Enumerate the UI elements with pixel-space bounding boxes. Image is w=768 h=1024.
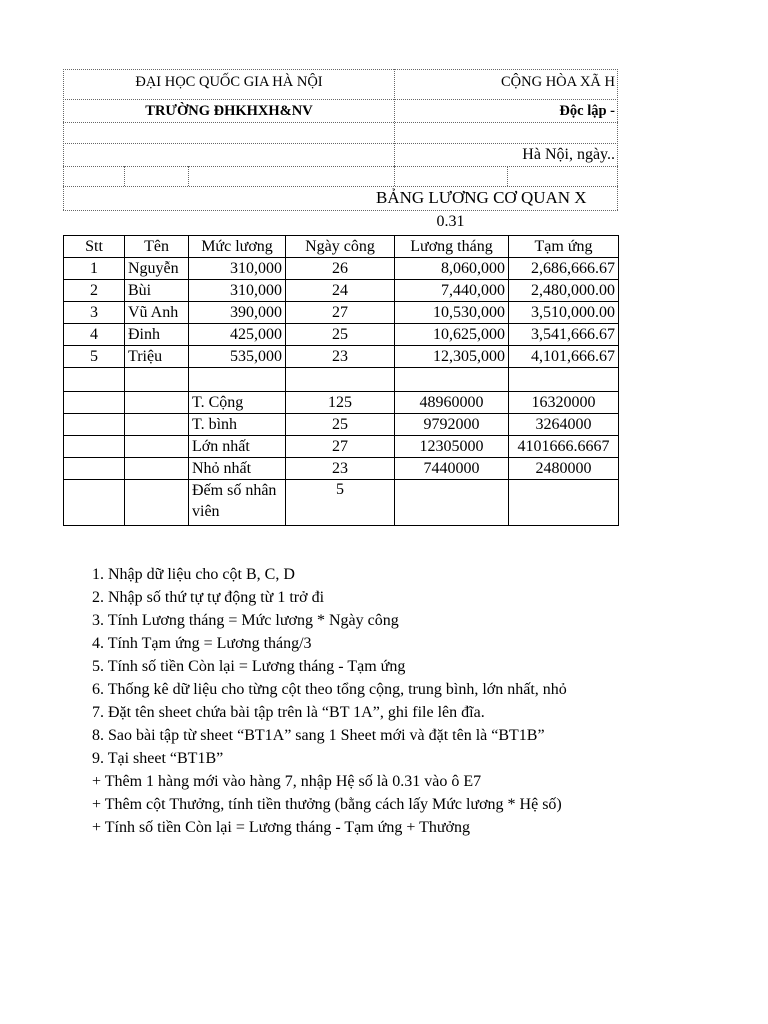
empty-cell xyxy=(125,414,189,436)
salary-rate-cell: 390,000 xyxy=(189,302,286,324)
empty-cell xyxy=(125,480,189,526)
salary-rate-cell: 310,000 xyxy=(189,280,286,302)
empty-cell xyxy=(125,458,189,480)
stat-label: T. bình xyxy=(189,414,286,436)
stt-cell: 3 xyxy=(64,302,125,324)
instruction-item: 5. Tính số tiền Còn lại = Lương tháng - Tạm ứng xyxy=(92,658,406,675)
grid-line xyxy=(63,143,618,144)
grid-line xyxy=(617,69,618,210)
empty-row xyxy=(64,368,619,392)
instruction-item: + Tính số tiền Còn lại = Lương tháng - Tạm ứng + Thưởng xyxy=(92,819,470,836)
stt-cell: 5 xyxy=(64,346,125,368)
stat-monthly-salary: 12305000 xyxy=(395,436,509,458)
grid-line xyxy=(394,166,395,186)
stat-advance: 4101666.6667 xyxy=(509,436,619,458)
salary-rate-cell: 310,000 xyxy=(189,258,286,280)
name-cell: Đinh xyxy=(125,324,189,346)
empty-cell xyxy=(189,368,286,392)
instruction-item: 8. Sao bài tập từ sheet “BT1A” sang 1 Sheet mới và đặt tên là “BT1B” xyxy=(92,727,545,744)
stats-row-average xyxy=(64,414,619,436)
grid-line xyxy=(188,166,189,186)
instruction-item: 3. Tính Lương tháng = Mức lương * Ngày công xyxy=(92,612,399,629)
monthly-salary-cell: 10,530,000 xyxy=(395,302,509,324)
motto: Độc lập - xyxy=(559,103,615,119)
column-header-ngay-cong: Ngày công xyxy=(286,236,395,258)
stat-workdays: 25 xyxy=(286,414,395,436)
place-date: Hà Nội, ngày.. xyxy=(522,146,615,163)
stat-label: Nhỏ nhất xyxy=(189,458,286,480)
name-cell: Nguyễn xyxy=(125,258,189,280)
table-row xyxy=(64,280,619,302)
stat-advance: 2480000 xyxy=(509,458,619,480)
workdays-cell: 27 xyxy=(286,302,395,324)
stats-row-max xyxy=(64,436,619,458)
grid-line xyxy=(507,166,508,186)
salary-rate-cell: 535,000 xyxy=(189,346,286,368)
sheet-title: BẢNG LƯƠNG CƠ QUAN X xyxy=(376,188,587,207)
monthly-salary-cell: 8,060,000 xyxy=(395,258,509,280)
name-cell: Triệu xyxy=(125,346,189,368)
empty-cell xyxy=(286,368,395,392)
instructions-list xyxy=(92,563,567,839)
empty-cell xyxy=(64,392,125,414)
stat-monthly-salary: 9792000 xyxy=(395,414,509,436)
table-row xyxy=(64,346,619,368)
salary-table xyxy=(63,235,619,526)
empty-cell xyxy=(64,436,125,458)
column-header-muc-luong: Mức lương xyxy=(189,236,286,258)
stt-cell: 1 xyxy=(64,258,125,280)
column-header-ten: Tên xyxy=(125,236,189,258)
table-row xyxy=(64,324,619,346)
empty-cell xyxy=(125,368,189,392)
stats-row-min xyxy=(64,458,619,480)
grid-line xyxy=(63,69,618,70)
advance-cell: 3,541,666.67 xyxy=(509,324,619,346)
stat-workdays: 125 xyxy=(286,392,395,414)
stats-row-total xyxy=(64,392,619,414)
empty-cell xyxy=(64,414,125,436)
instruction-item: 7. Đặt tên sheet chứa bài tập trên là “BT 1A”, ghi file lên đĩa. xyxy=(92,704,485,721)
empty-cell xyxy=(64,458,125,480)
empty-cell xyxy=(509,480,619,526)
empty-cell xyxy=(395,368,509,392)
stat-label: T. Cộng xyxy=(189,392,286,414)
advance-cell: 4,101,666.67 xyxy=(509,346,619,368)
empty-cell xyxy=(64,480,125,526)
stat-label: Đếm số nhân viên xyxy=(189,480,286,526)
name-cell: Bùi xyxy=(125,280,189,302)
advance-cell: 2,480,000.00 xyxy=(509,280,619,302)
stat-advance: 16320000 xyxy=(509,392,619,414)
instruction-item: 1. Nhập dữ liệu cho cột B, C, D xyxy=(92,566,295,583)
grid-line xyxy=(63,166,618,167)
empty-cell xyxy=(125,436,189,458)
table-row xyxy=(64,258,619,280)
stat-workdays: 23 xyxy=(286,458,395,480)
stat-advance: 3264000 xyxy=(509,414,619,436)
workdays-cell: 23 xyxy=(286,346,395,368)
empty-cell xyxy=(395,480,509,526)
country-name: CỘNG HÒA XÃ H xyxy=(501,74,615,90)
table-row xyxy=(64,302,619,324)
table-header-row xyxy=(64,236,619,258)
monthly-salary-cell: 7,440,000 xyxy=(395,280,509,302)
monthly-salary-cell: 10,625,000 xyxy=(395,324,509,346)
column-header-luong-thang: Lương tháng xyxy=(395,236,509,258)
advance-cell: 3,510,000.00 xyxy=(509,302,619,324)
university-name: ĐẠI HỌC QUỐC GIA HÀ NỘI xyxy=(135,74,323,90)
workdays-cell: 26 xyxy=(286,258,395,280)
coefficient-value: 0.31 xyxy=(436,213,465,230)
instruction-item: 6. Thống kê dữ liệu cho từng cột theo tổng cộng, trung bình, lớn nhất, nhỏ xyxy=(92,681,567,698)
workdays-cell: 24 xyxy=(286,280,395,302)
grid-line xyxy=(63,122,618,123)
grid-line xyxy=(63,210,618,211)
advance-cell: 2,686,666.67 xyxy=(509,258,619,280)
empty-cell xyxy=(509,368,619,392)
salary-rate-cell: 425,000 xyxy=(189,324,286,346)
instruction-item: 4. Tính Tạm ứng = Lương tháng/3 xyxy=(92,635,312,652)
grid-line xyxy=(63,99,618,100)
stat-workdays: 27 xyxy=(286,436,395,458)
stat-monthly-salary: 48960000 xyxy=(395,392,509,414)
stt-cell: 2 xyxy=(64,280,125,302)
instruction-item: + Thêm 1 hàng mới vào hàng 7, nhập Hệ số là 0.31 vào ô E7 xyxy=(92,773,482,790)
instruction-item: 9. Tại sheet “BT1B” xyxy=(92,750,224,767)
school-name: TRƯỜNG ĐHKHXH&NV xyxy=(145,103,313,119)
name-cell: Vũ Anh xyxy=(125,302,189,324)
empty-cell xyxy=(125,392,189,414)
empty-cell xyxy=(64,368,125,392)
column-header-tam-ung: Tạm ứng xyxy=(509,236,619,258)
stat-monthly-salary: 7440000 xyxy=(395,458,509,480)
instruction-item: + Thêm cột Thưởng, tính tiền thưởng (bằng cách lấy Mức lương * Hệ số) xyxy=(92,796,562,813)
grid-line xyxy=(124,166,125,186)
stat-count: 5 xyxy=(286,480,395,526)
stats-row-count xyxy=(64,480,619,526)
stt-cell: 4 xyxy=(64,324,125,346)
monthly-salary-cell: 12,305,000 xyxy=(395,346,509,368)
column-header-stt: Stt xyxy=(64,236,125,258)
stat-label: Lớn nhất xyxy=(189,436,286,458)
instruction-item: 2. Nhập số thứ tự tự động từ 1 trở đi xyxy=(92,589,325,606)
workdays-cell: 25 xyxy=(286,324,395,346)
